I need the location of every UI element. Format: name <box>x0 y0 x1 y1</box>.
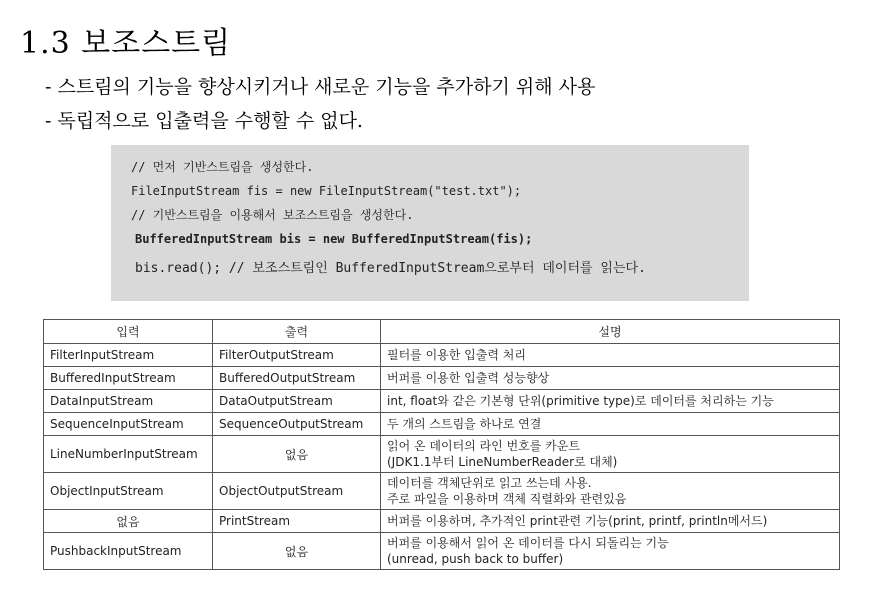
description-line: 버퍼를 이용해서 읽어 온 데이터를 다시 되돌리는 기능 <box>387 536 669 550</box>
description-cell <box>381 473 840 510</box>
code-line: bis.read(); // 보조스트림인 BufferedInputStream으로부터 데이터를 읽는다. <box>135 261 646 276</box>
output-cell: ObjectOutputStream <box>213 473 381 510</box>
description-cell <box>381 390 840 413</box>
code-comment: // 기반스트림을 이용해서 보조스트림을 생성한다. <box>131 208 414 222</box>
input-cell: LineNumberInputStream <box>44 436 213 473</box>
bullet-list <box>45 70 595 138</box>
description-line: 버퍼를 이용하며, 추가적인 print관련 기능(print, printf, println메서드) <box>387 514 768 528</box>
output-cell: PrintStream <box>213 510 381 533</box>
description-cell <box>381 367 840 390</box>
column-header-input: 입력 <box>44 320 213 344</box>
code-line-bold: BufferedInputStream bis = new BufferedInputStream(fis); <box>135 232 533 246</box>
description-line: 읽어 온 데이터의 라인 번호를 카운트 <box>387 439 580 453</box>
output-cell: 없음 <box>213 533 381 570</box>
column-header-description: 설명 <box>381 320 840 344</box>
table-row <box>44 533 840 570</box>
table-row <box>44 367 840 390</box>
description-line: (JDK1.1부터 LineNumberReader로 대체) <box>387 455 618 469</box>
bullet-item: - 스트림의 기능을 향상시키거나 새로운 기능을 추가하기 위해 사용 <box>45 76 596 98</box>
description-line: 버퍼를 이용한 입출력 성능향상 <box>387 371 550 385</box>
output-cell: BufferedOutputStream <box>213 367 381 390</box>
description-cell <box>381 436 840 473</box>
description-cell <box>381 344 840 367</box>
table-header-row <box>44 320 840 344</box>
page-title: 1.3 보조스트림 <box>20 26 232 61</box>
description-line: (unread, push back to buffer) <box>387 552 564 566</box>
code-comment: // 먼저 기반스트림을 생성한다. <box>131 160 314 174</box>
input-cell: SequenceInputStream <box>44 413 213 436</box>
input-cell: DataInputStream <box>44 390 213 413</box>
input-cell: 없음 <box>44 510 213 533</box>
description-cell <box>381 413 840 436</box>
output-cell: FilterOutputStream <box>213 344 381 367</box>
input-cell: ObjectInputStream <box>44 473 213 510</box>
bullet-item: - 독립적으로 입출력을 수행할 수 없다. <box>45 110 363 132</box>
input-cell: FilterInputStream <box>44 344 213 367</box>
code-example-box <box>111 145 749 301</box>
output-cell: 없음 <box>213 436 381 473</box>
description-cell <box>381 510 840 533</box>
input-cell: PushbackInputStream <box>44 533 213 570</box>
output-cell: SequenceOutputStream <box>213 413 381 436</box>
input-cell: BufferedInputStream <box>44 367 213 390</box>
description-line: int, float와 같은 기본형 단위(primitive type)로 데이터를 처리하는 기능 <box>387 394 774 408</box>
description-line: 주로 파일을 이용하며 객체 직렬화와 관련있음 <box>387 492 627 506</box>
table-row <box>44 510 840 533</box>
table-row <box>44 413 840 436</box>
table-row <box>44 436 840 473</box>
code-line: FileInputStream fis = new FileInputStream("test.txt"); <box>131 184 522 198</box>
auxiliary-stream-table <box>43 319 840 570</box>
table-row <box>44 473 840 510</box>
description-cell <box>381 533 840 570</box>
description-line: 두 개의 스트림을 하나로 연결 <box>387 417 542 431</box>
description-line: 데이터를 객체단위로 읽고 쓰는데 사용. <box>387 476 592 490</box>
table-row <box>44 390 840 413</box>
output-cell: DataOutputStream <box>213 390 381 413</box>
column-header-output: 출력 <box>213 320 381 344</box>
table-row <box>44 344 840 367</box>
description-line: 필터를 이용한 입출력 처리 <box>387 348 526 362</box>
